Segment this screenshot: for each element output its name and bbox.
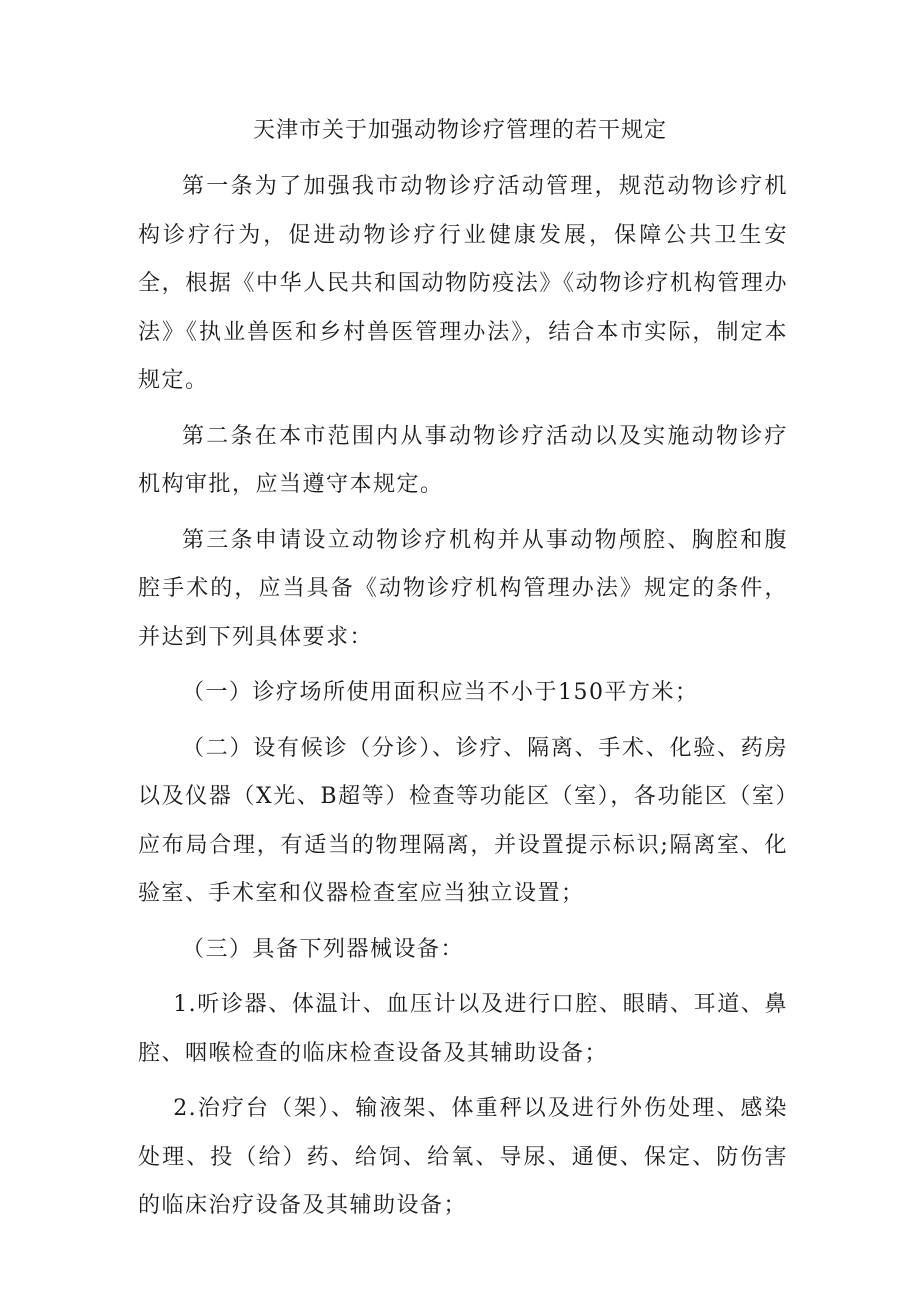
document-body — [138, 163, 788, 1238]
article-1: 第一条为了加强我市动物诊疗活动管理，规范动物诊疗机构诊疗行为，促进动物诊疗行业健康发展，保障公共卫生安全，根据《中华人民共和国动物防疫法》《动物诊疗机构管理办法》《执业兽医和乡村兽医管理办法》，结合本市实际，制定本规定。 — [138, 174, 788, 393]
document-title: 天津市关于加强动物诊疗管理的若干规定 — [252, 118, 667, 143]
article-2: 第二条在本市范围内从事动物诊疗活动以及实施动物诊疗机构审批，应当遵守本规定。 — [138, 423, 788, 497]
clause-1: （一）诊疗场所使用面积应当不小于150平方米； — [182, 680, 699, 705]
clause-3: （三）具备下列器械设备： — [182, 936, 465, 962]
equipment-item-1: 1.听诊器、体温计、血压计以及进行口腔、眼睛、耳道、鼻腔、咽喉检查的临床检查设备及其辅助设备； — [138, 992, 788, 1066]
article-3: 第三条申请设立动物诊疗机构并从事动物颅腔、胸腔和腹腔手术的，应当具备《动物诊疗机构管理办法》规定的条件，并达到下列具体要求： — [138, 527, 788, 650]
equipment-item-2: 2.治疗台（架）、输液架、体重秤以及进行外伤处理、感染处理、投（给）药、给饲、给氧、导尿、通便、保定、防伤害的临床治疗设备及其辅助设备； — [138, 1096, 788, 1218]
clause-2: （二）设有候诊（分诊）、诊疗、隔离、手术、化验、药房以及仪器（X光、B超等）检查等功能区（室），各功能区（室）应布局合理，有适当的物理隔离，并设置提示标识;隔离室、化验室、手术室和仪器检查室应当独立设置； — [138, 735, 788, 906]
